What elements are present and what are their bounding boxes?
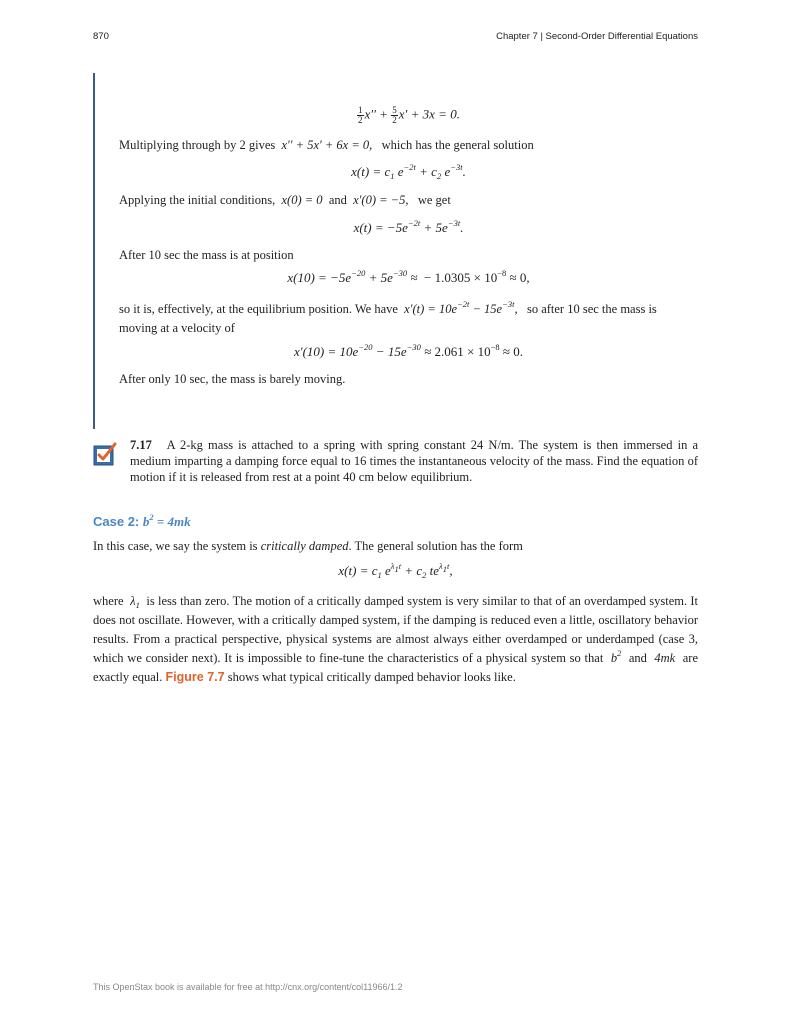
exercise-7-17 [130,437,698,485]
paragraph-initial-conditions: Applying the initial conditions, x(0) = 0 and x′(0) = −5, we get [119,193,451,207]
equation-critically-damped: $x(t) = c_1$ $e^{\lambda_1t} + c_2$ $te^{\lambda_1t}$, [338,561,453,580]
paragraph-velocity: moving at a velocity of [119,321,235,335]
case-2-heading: Case 2: $b^2 = 4mk$ [93,512,191,529]
chapter-header: Chapter 7 | Second-Order Differential Equations [496,31,698,42]
equation-particular: $x(t) = -5e^{-2t} + 5e^{-3t}$. [353,218,464,235]
equation-velocity-10: $x'(10) = 10e^{-20} - 15e^{-30} \approx 2.061 \times 10^{-8} \approx 0$. [293,342,524,359]
case-2-paragraph: where $\lambda_1$ is less than zero. The motion of a critically damped system is very similar to that of an overdamped system. It does not oscillate. However, with a critically damped system, if the damping is reduced even a little, oscillatory behavior results. From a practical perspective, physical systems are almost always either overdamped or underdamped (case 3, which we consider next). It is impossible to fine-tune the characteristics of a physical system so that $b^2$ and 4mk are exactly equal. Figure 7.7 shows what typical critically damped behavior looks like. [93,594,699,684]
paragraph-after-10: After 10 sec the mass is at position [119,248,294,262]
exercise-text: A 2-kg mass is attached to a spring with spring constant 24 N/m. The system is then immersed in a medium imparting a damping force equal to 16 times the instantaneous velocity of the mass. Find the equation of motion if it is released from rest at a point 40 cm below equilibrium. [130,438,698,484]
figure-7-7-link[interactable]: Figure 7.7 [165,670,225,684]
paragraph-barely-moving: After only 10 sec, the mass is barely moving. [119,372,346,386]
page-number: 870 [93,31,109,42]
equation-general-solution: $x(t) = c_1$ $e^{-2t} + c_2$ $e^{-3t}$. [351,162,466,181]
solution-bar [93,73,95,429]
fraction-five-halves: $\frac{5}{2}$ [392,105,397,125]
case-2-intro: In this case, we say the system is critically damped. The general solution has the form [93,539,523,553]
exercise-number: 7.17 [130,438,152,452]
paragraph-equilibrium: so it is, effectively, at the equilibrium position. We have $x'(t) = 10e^{-2t} - 15e^{-3t}$, so after 10 sec the mass is [119,299,657,316]
equation-position-10: $x(10) = -5e^{-20} + 5e^{-30}$ ≈ − $1.0305 \times 10^{-8} \approx 0$, [287,268,530,285]
fraction-half: $\frac{1}{2}$ [358,105,363,125]
paragraph-multiply: Multiplying through by 2 gives x′′ + 5x′ + 6x = 0, which has the general solution [119,138,534,152]
equation-1: $\frac{1}{2}$ x′′ + $\frac{5}{2}$ x′ + 3x = 0. [358,105,460,125]
checkbox-icon [93,442,117,466]
footer: This OpenStax book is available for free at http://cnx.org/content/col11966/1.2 [93,982,403,992]
